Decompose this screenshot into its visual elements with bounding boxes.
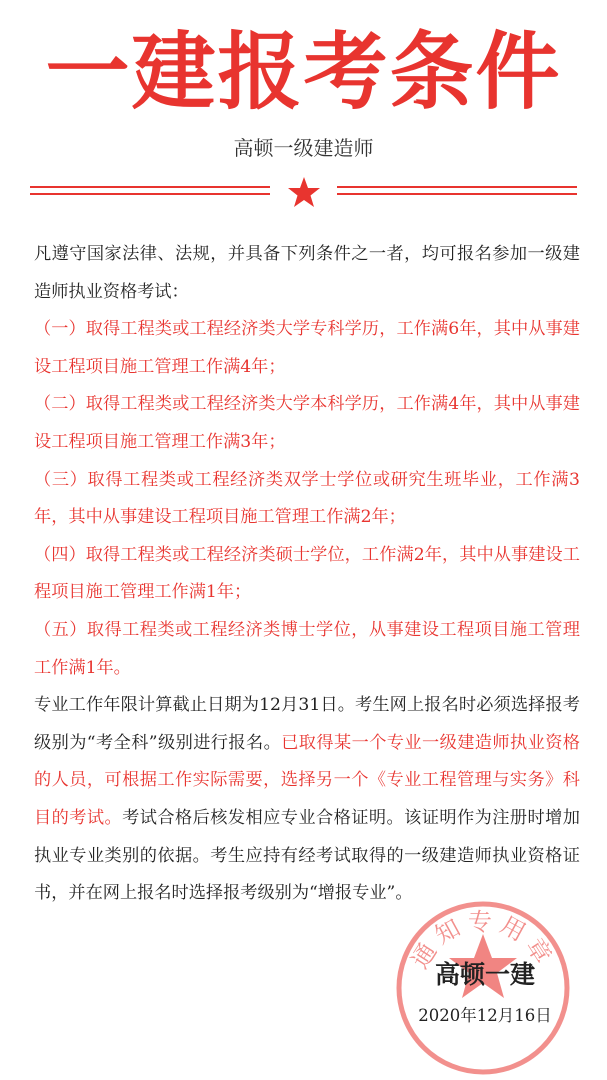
page-subtitle: 高顿一级建造师 — [233, 136, 374, 160]
seal-arc-text: 通知专用章 — [405, 908, 561, 974]
condition-item: （二）取得工程类或工程经济类大学本科学历，工作满4年，其中从事建设工程项目施工管理工作满3年； — [34, 394, 580, 452]
signature-date: 2020年12月16日 — [418, 1006, 552, 1025]
notes-text: 专业工作年限计算截止日期为12月31日。考生网上报名时必须选择报考级别为“考全科”级别进行报名。 — [34, 695, 580, 753]
intro-paragraph: 凡遵守国家法律、法规，并具备下列条件之一者，均可报名参加一级建造师执业资格考试： — [34, 244, 580, 302]
article-body — [34, 236, 580, 913]
divider-left — [30, 186, 270, 195]
condition-item: （四）取得工程类或工程经济类硕士学位，工作满2年，其中从事建设工程项目施工管理工作满1年； — [34, 544, 580, 603]
notes-text: 考试合格后核发相应专业合格证明。该证明作为注册时增加执业专业类别的依据。考生应持有经考试取得的一级建造师执业资格证书，并在网上报名时选择报考级别为“增报专业”。 — [34, 807, 580, 904]
seal-name: 高顿一建 — [434, 960, 535, 989]
divider-right — [337, 186, 577, 195]
star-icon — [287, 176, 321, 208]
condition-item: （一）取得工程类或工程经济类大学专科学历，工作满6年，其中从事建设工程项目施工管理工作满4年； — [34, 319, 580, 377]
condition-item: （五）取得工程类或工程经济类博士学位，从事建设工程项目施工管理工作满1年。 — [34, 619, 580, 678]
notes-highlight: 已取得某一个专业一级建造师执业资格的人员，可根据工作实际需要，选择另一个《专业工程管理与实务》科目的考试。 — [34, 732, 580, 828]
notes-paragraph — [34, 687, 580, 913]
condition-item: （三）取得工程类或工程经济类双学士学位或研究生班毕业，工作满3年，其中从事建设工程项目施工管理工作满2年； — [34, 469, 580, 528]
page-title: 一建报考条件 — [45, 23, 562, 121]
